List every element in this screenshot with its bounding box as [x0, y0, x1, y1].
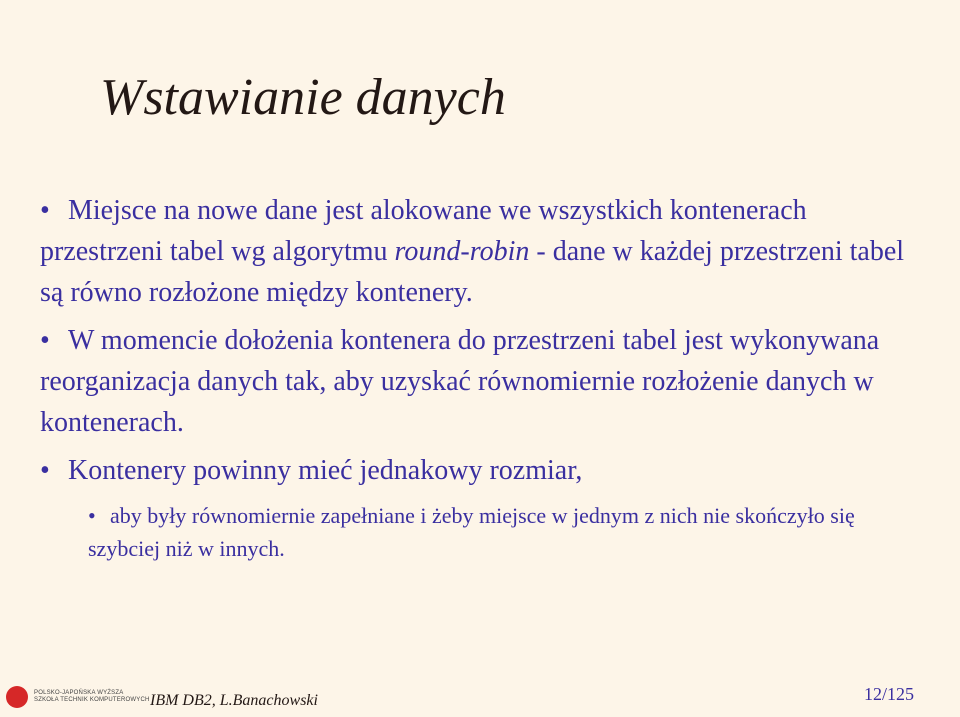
sub-bullet-text: aby były równomiernie zapełniane i żeby miejsce w jednym z nich nie skończyło się szybciej niż w innych.	[88, 503, 855, 561]
bullet-dot-icon: •	[40, 325, 50, 356]
bullet-dot-icon: •	[40, 195, 50, 226]
slide-title: Wstawianie danych	[100, 69, 506, 126]
logo-mark-icon	[6, 686, 28, 708]
bullet-item	[40, 190, 920, 313]
bullet-list	[40, 190, 920, 565]
bullet-item	[40, 450, 920, 491]
bullet-text: Miejsce na nowe dane jest alokowane we wszystkich kontenerach przestrzeni tabel wg algorytmu	[40, 195, 807, 267]
footer-author: IBM DB2, L.Banachowski	[150, 692, 318, 709]
bullet-text: Kontenery powinny mieć jednakowy rozmiar,	[68, 455, 583, 486]
logo-line: SZKOŁA TECHNIK KOMPUTEROWYCH	[34, 697, 150, 703]
logo-line: POLSKO-JAPOŃSKA WYŻSZA	[34, 690, 124, 696]
bullet-item	[40, 320, 920, 443]
bullet-dot-icon: •	[40, 455, 50, 486]
bullet-dot-icon: •	[88, 503, 96, 528]
page-number: 12/125	[863, 684, 914, 704]
bullet-text: - dane w każdej przestrzeni tabel są równo rozłożone między kontenery.	[40, 236, 905, 308]
bullet-emphasis: round-robin	[394, 236, 530, 267]
bullet-text: W momencie dołożenia kontenera do przestrzeni tabel jest wykonywana reorganizacja danych tak, aby uzyskać równomiernie rozłożenie danych w kontenerach.	[40, 325, 880, 438]
school-logo	[6, 682, 150, 712]
sub-bullet-item	[88, 499, 920, 565]
logo-text	[34, 690, 150, 704]
